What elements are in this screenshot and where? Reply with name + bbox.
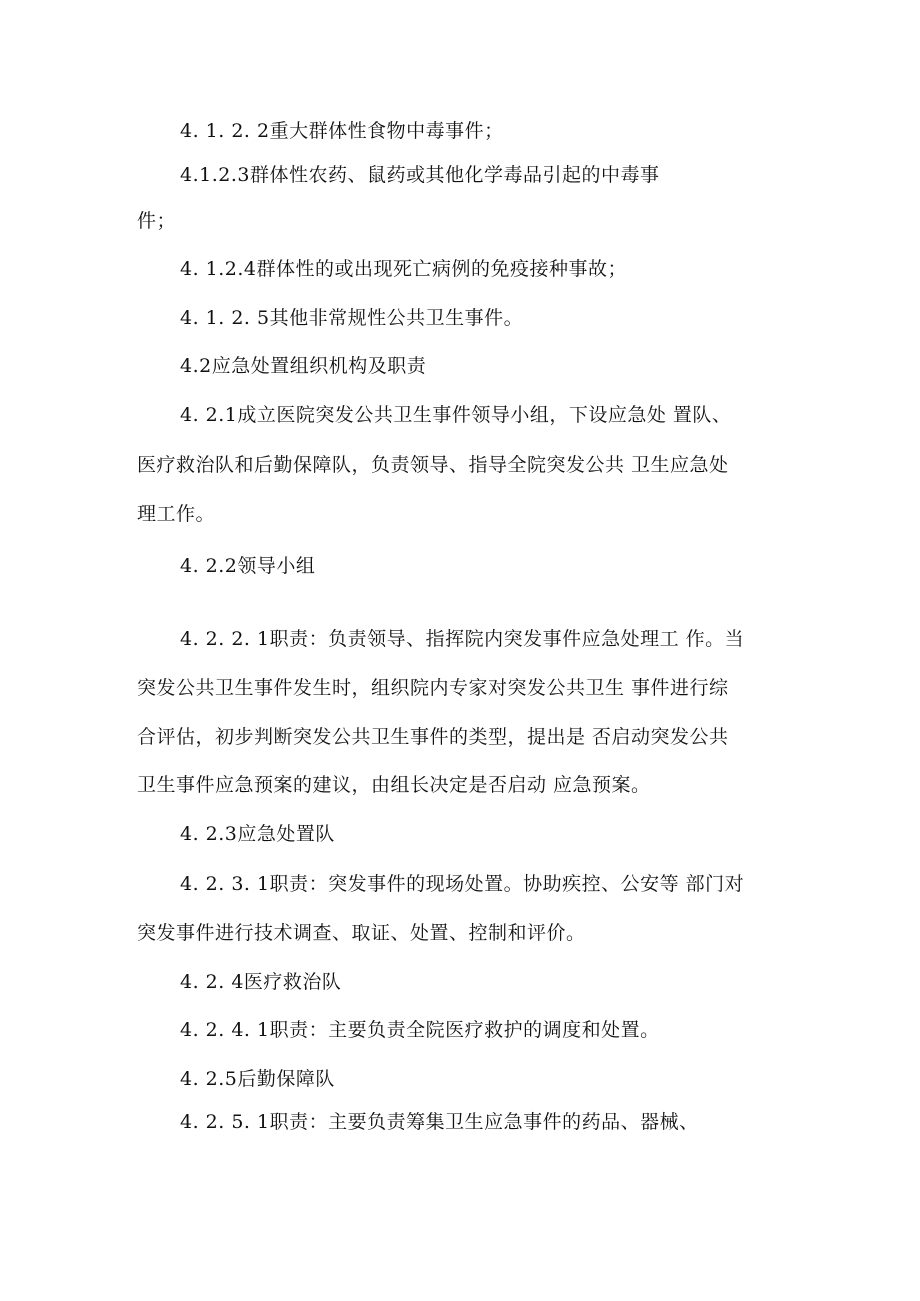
text-line: 合评估，初步判断突发公共卫生事件的类型，提出是 否启动突发公共 <box>137 726 729 748</box>
text-line: 4.1.2.3群体性农药、鼠药或其他化学毒品引起的中毒事 <box>180 164 660 186</box>
text-line: 4. 2. 5. 1职责：主要负责筹集卫生应急事件的药品、器械、 <box>180 1111 699 1133</box>
subsection-heading: 4. 2. 4医疗救治队 <box>180 971 342 993</box>
text-line: 4. 2. 4. 1职责：主要负责全院医疗救护的调度和处置。 <box>180 1019 660 1041</box>
text-line: 卫生事件应急预案的建议，由组长决定是否启动 应急预案。 <box>137 774 651 796</box>
subsection-heading: 4. 2.2领导小组 <box>180 555 316 577</box>
section-heading: 4.2应急处置组织机构及职责 <box>180 355 427 377</box>
text-line: 4. 1.2.4群体性的或出现死亡病例的免疫接种事故； <box>180 258 628 280</box>
text-line: 理工作。 <box>137 503 216 525</box>
subsection-heading: 4. 2.5后勤保障队 <box>180 1068 335 1090</box>
text-line: 4. 2.1成立医院突发公共卫生事件领导小组，下设应急处 置队、 <box>180 404 732 426</box>
text-line: 4. 1. 2. 2重大群体性食物中毒事件； <box>180 120 504 142</box>
subsection-heading: 4. 2.3应急处置队 <box>180 823 335 845</box>
text-line: 4. 2. 2. 1职责：负责领导、指挥院内突发事件应急处理工 作。当 <box>180 628 745 650</box>
text-line: 突发公共卫生事件发生时，组织院内专家对突发公共卫生 事件进行综 <box>137 677 729 699</box>
text-line: 件； <box>137 210 177 232</box>
text-line: 4. 1. 2. 5其他非常规性公共卫生事件。 <box>180 307 524 329</box>
text-line: 4. 2. 3. 1职责：突发事件的现场处置。协助疾控、公安等 部门对 <box>180 873 745 895</box>
text-line: 医疗救治队和后勤保障队，负责领导、指导全院突发公共 卫生应急处 <box>137 454 729 476</box>
text-line: 突发事件进行技术调查、取证、处置、控制和评价。 <box>137 922 586 944</box>
